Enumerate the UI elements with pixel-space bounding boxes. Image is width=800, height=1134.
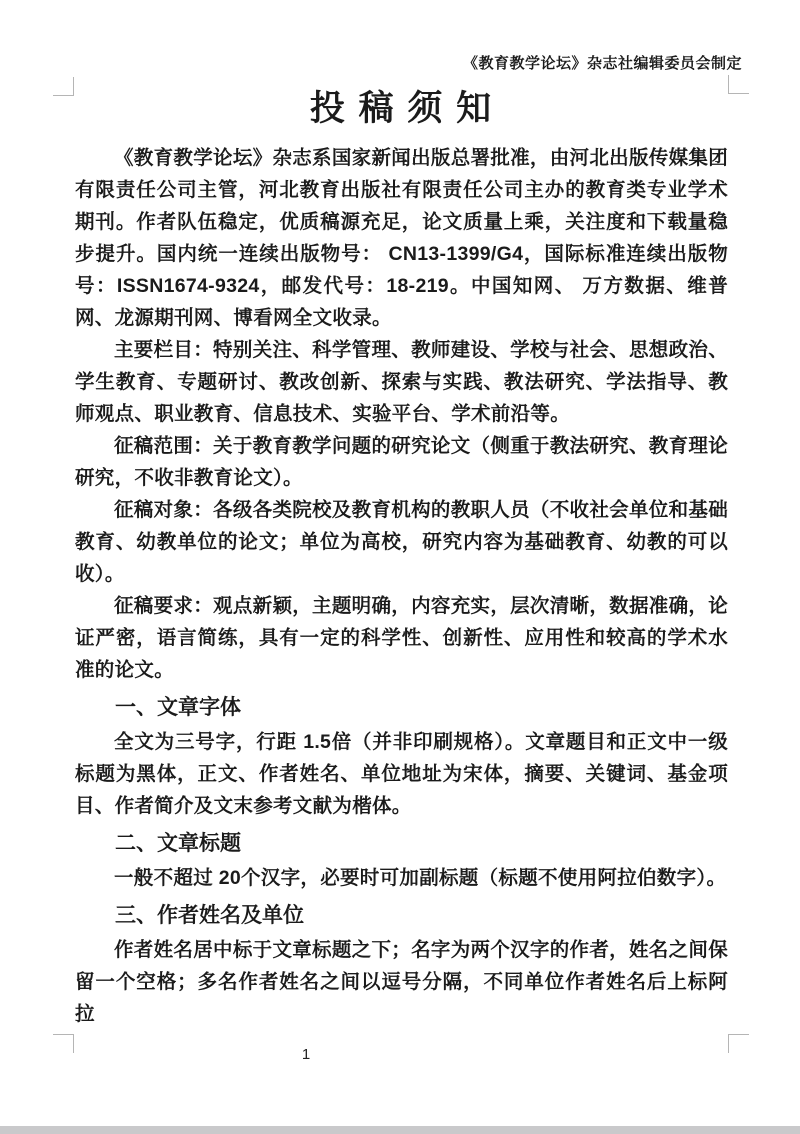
margin-crop-mark-top-left bbox=[53, 77, 74, 96]
margin-crop-mark-bottom-right bbox=[728, 1034, 749, 1053]
section-body-author: 作者姓名居中标于文章标题之下；名字为两个汉字的作者，姓名之间保留一个空格；多名作者姓名之间以逗号分隔，不同单位作者姓名后上标阿拉 bbox=[75, 939, 728, 1025]
section-heading-author: 三、作者姓名及单位 bbox=[115, 904, 304, 927]
page-title: 投 稿 须 知 bbox=[309, 89, 494, 128]
columns-paragraph: 主要栏目：特别关注、科学管理、教师建设、学校与社会、思想政治、学生教育、专题研讨、教改创新、探索与实践、教法研究、学法指导、教师观点、职业教育、信息技术、实验平台、学术前沿等。 bbox=[75, 339, 728, 425]
intro-paragraph: 《教育教学论坛》杂志系国家新闻出版总署批准，由河北出版传媒集团有限责任公司主管，河北教育出版社有限责任公司主办的教育类专业学术期刊。作者队伍稳定，优质稿源充足，论文质量上乘，关注度和下载量稳步提升。国内统一连续出版物号： CN13-1399/G4，国际标准连续出版物号：ISSN1674-9324，邮发代号：18-219。中国知网、 万方数据、维普网、龙源期刊网、博看网全文收录。 bbox=[75, 147, 728, 329]
header-note: 《教育教学论坛》杂志社编辑委员会制定 bbox=[462, 55, 742, 72]
page-number: 1 bbox=[301, 1046, 311, 1063]
section-heading-title: 二、文章标题 bbox=[115, 832, 241, 855]
scope-paragraph: 征稿范围：关于教育教学问题的研究论文（侧重于教法研究、教育理论研究，不收非教育论文）。 bbox=[75, 435, 728, 489]
section-heading-font: 一、文章字体 bbox=[115, 696, 241, 719]
scan-background-strip bbox=[0, 1126, 800, 1134]
section-body-font: 全文为三号字，行距 1.5倍（并非印刷规格）。文章题目和正文中一级标题为黑体，正文、作者姓名、单位地址为宋体，摘要、关键词、基金项目、作者简介及文末参考文献为楷体。 bbox=[75, 731, 728, 817]
audience-paragraph: 征稿对象：各级各类院校及教育机构的教职人员（不收社会单位和基础教育、幼教单位的论文；单位为高校，研究内容为基础教育、幼教的可以收）。 bbox=[75, 499, 728, 585]
section-body-title: 一般不超过 20个汉字，必要时可加副标题（标题不使用阿拉伯数字）。 bbox=[114, 867, 727, 889]
requirements-paragraph: 征稿要求：观点新颖，主题明确，内容充实，层次清晰，数据准确，论证严密，语言简练，具有一定的科学性、创新性、应用性和较高的学术水准的论文。 bbox=[75, 595, 728, 681]
margin-crop-mark-top-right bbox=[728, 75, 749, 94]
document-body bbox=[75, 84, 728, 1030]
margin-crop-mark-bottom-left bbox=[53, 1034, 74, 1053]
